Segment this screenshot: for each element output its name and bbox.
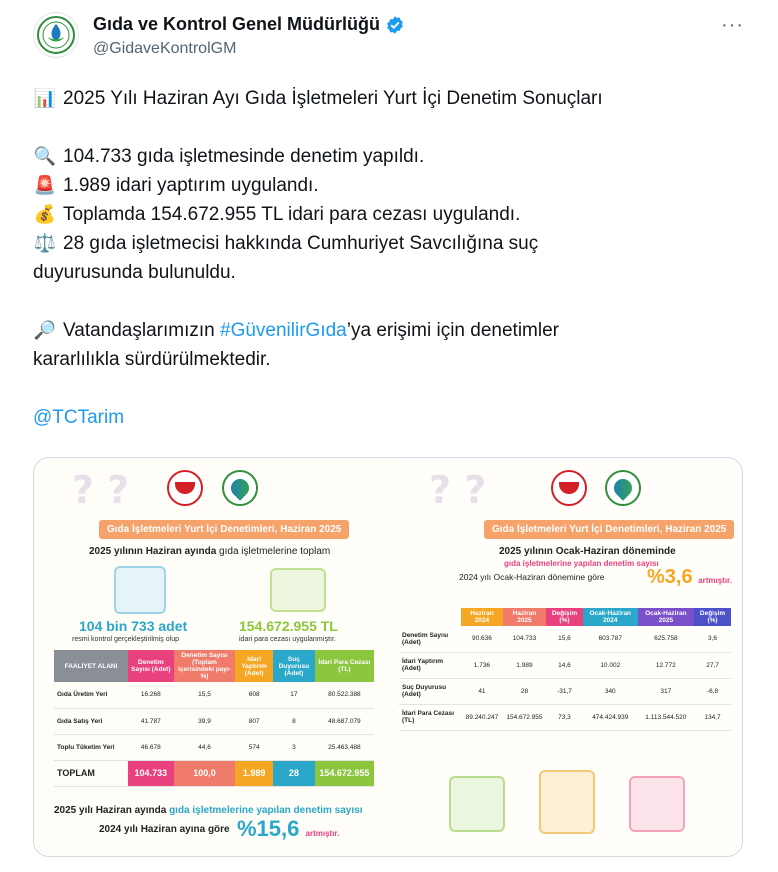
- left-cell: Gıda Satış Yeri: [54, 708, 128, 734]
- report-illustration: [629, 776, 685, 832]
- left-cell: 48.687.079: [315, 708, 374, 734]
- magnifier-right-icon: 🔎: [33, 320, 57, 341]
- account-name-row[interactable]: [93, 14, 405, 35]
- table-row: [399, 704, 731, 730]
- document-check-illustration: [449, 776, 505, 832]
- mention-link[interactable]: @TCTarim: [33, 407, 125, 428]
- right-cell: 134,7: [694, 704, 731, 730]
- table-total-row: [54, 760, 374, 786]
- left-total-count: 104.733: [128, 760, 174, 786]
- stat-fines-caption: idari para cezası uygulanmıştır.: [239, 636, 336, 643]
- right-pct-suffix: artmıştır.: [698, 576, 732, 585]
- ministry-green-logo-icon: [222, 470, 258, 506]
- left-th-count: Denetim Sayısı (Adet): [128, 650, 174, 682]
- right-cell: 474.424.939: [583, 704, 638, 730]
- left-cell: 46.678: [128, 734, 174, 760]
- left-cell: 25.463.488: [315, 734, 374, 760]
- account-avatar[interactable]: [33, 12, 79, 58]
- right-th-empty: [399, 608, 461, 626]
- infographic-left: [34, 458, 389, 857]
- right-cell: 1.989: [503, 652, 546, 678]
- left-cell: 15,5: [174, 682, 236, 708]
- left-total-label: TOPLAM: [54, 760, 128, 786]
- right-cell: 10.002: [583, 652, 638, 678]
- right-cell: -6,8: [694, 678, 731, 704]
- right-cell: İdari Para Cezası (TL): [399, 704, 461, 730]
- right-cell: 41: [461, 678, 503, 704]
- tweet-line-citizens-c: kararlılıkla sürdürülmektedir.: [33, 349, 271, 370]
- right-th-jun2025: Haziran 2025: [503, 608, 546, 626]
- left-total-criminal: 28: [273, 760, 315, 786]
- tweet-line-prosecution-cont: duyurusunda bulunuldu.: [33, 262, 236, 283]
- table-row: [399, 678, 731, 704]
- right-subtitle-1: 2025 yılının Ocak-Haziran döneminde: [499, 546, 676, 557]
- right-th-change2: Değişim (%): [694, 608, 731, 626]
- left-subtitle-normal: gıda işletmelerine toplam: [216, 546, 331, 557]
- right-cell: 73,3: [546, 704, 583, 730]
- right-cell: Suç Duyurusu (Adet): [399, 678, 461, 704]
- table-row: [399, 626, 731, 652]
- right-cell: 1.113.544.520: [638, 704, 694, 730]
- hashtag-link[interactable]: #GüvenilirGıda: [220, 320, 347, 341]
- right-cell: 603.787: [583, 626, 638, 652]
- chart-icon: 📊: [33, 88, 57, 109]
- right-cell: 14,6: [546, 652, 583, 678]
- left-subtitle: [89, 546, 330, 557]
- right-cell: 15,6: [546, 626, 583, 652]
- right-th-jun2024: Haziran 2024: [461, 608, 503, 626]
- left-footer-line1: [54, 805, 362, 816]
- left-cell: 3: [273, 734, 315, 760]
- right-th-h1-2024: Ocak-Haziran 2024: [583, 608, 638, 626]
- left-footer-a: 2025 yılı Haziran ayında: [54, 805, 170, 816]
- left-cell: Toplu Tüketim Yeri: [54, 734, 128, 760]
- left-pct-suffix: artmıştır.: [305, 829, 340, 838]
- right-cell: 27,7: [694, 652, 731, 678]
- left-cell: 608: [235, 682, 273, 708]
- right-cell: 3,6: [694, 626, 731, 652]
- account-handle[interactable]: @GidaveKontrolGM: [93, 40, 237, 57]
- left-banner: Gıda İşletmeleri Yurt İçi Denetimleri, Haziran 2025: [99, 520, 349, 539]
- left-total-fine: 154.672.955: [315, 760, 374, 786]
- left-pct-value: %15,6: [237, 816, 300, 841]
- left-total-sanction: 1.989: [235, 760, 273, 786]
- infographic-right: [389, 458, 743, 857]
- right-pct: [647, 566, 732, 589]
- right-th-h1-2025: Ocak-Haziran 2025: [638, 608, 694, 626]
- tweet-title: 2025 Yılı Haziran Ayı Gıda İşletmeleri Yurt İçi Denetim Sonuçları: [63, 88, 603, 109]
- siren-icon: 🚨: [33, 175, 57, 196]
- stat-inspections-caption: resmi kontrol gerçekleştirilmiş olup: [72, 636, 179, 643]
- left-cell: 16.268: [128, 682, 174, 708]
- right-subtitle-3: 2024 yılı Ocak-Haziran dönemine göre: [459, 572, 605, 582]
- right-subtitle-2: gıda işletmelerine yapılan denetim sayısı: [504, 559, 659, 568]
- tweet-line-fines: Toplamda 154.672.955 TL idari para cezası uygulandı.: [63, 204, 521, 225]
- right-cell: 1.736: [461, 652, 503, 678]
- right-cell: Denetim Sayısı (Adet): [399, 626, 461, 652]
- tweet-line-citizens: Vatandaşlarımızın: [63, 320, 221, 341]
- left-footer-c: 2024 yılı Haziran ayına göre: [99, 824, 230, 835]
- right-cell: 340: [583, 678, 638, 704]
- left-cell: 41.787: [128, 708, 174, 734]
- tweet-media-image[interactable]: [33, 457, 743, 857]
- right-th-change1: Değişim (%): [546, 608, 583, 626]
- money-bag-icon: 💰: [33, 204, 57, 225]
- tweet-text: [33, 84, 723, 432]
- tweet-line-prosecution: 28 gıda işletmecisi hakkında Cumhuriyet Savcılığına suç: [63, 233, 539, 254]
- right-cell: 317: [638, 678, 694, 704]
- document-magnifier-illustration: [114, 566, 166, 614]
- left-th-fine: İdari Para Cezası (TL): [315, 650, 374, 682]
- left-cell: 44,6: [174, 734, 236, 760]
- right-cell: 89.240.247: [461, 704, 503, 730]
- right-cell: İdari Yaptırım (Adet): [399, 652, 461, 678]
- right-banner: Gıda İşletmeleri Yurt İçi Denetimleri, Haziran 2025: [484, 520, 734, 539]
- magnifier-icon: 🔍: [33, 146, 57, 167]
- right-cell: 28: [503, 678, 546, 704]
- stat-fines-value: 154.672.955 TL: [239, 618, 338, 634]
- stat-inspections-value: 104 bin 733 adet: [79, 618, 188, 634]
- question-marks-icon: ? ?: [72, 468, 130, 512]
- scales-icon: ⚖️: [33, 233, 57, 254]
- table-row: [54, 682, 374, 708]
- left-cell: 8: [273, 708, 315, 734]
- left-cell: 80.522.388: [315, 682, 374, 708]
- ministry-logo-icon: [36, 15, 76, 55]
- ministry-red-logo-icon: [167, 470, 203, 506]
- tweet-line-inspections: 104.733 gıda işletmesinde denetim yapıldı.: [63, 146, 425, 167]
- left-cell: 574: [235, 734, 273, 760]
- left-activity-table: [54, 650, 374, 787]
- right-cell: 154.672.955: [503, 704, 546, 730]
- right-cell: 625.758: [638, 626, 694, 652]
- left-cell: Gıda Üretim Yeri: [54, 682, 128, 708]
- left-cell: 807: [235, 708, 273, 734]
- left-subtitle-bold: 2025 yılının Haziran ayında: [89, 546, 217, 557]
- account-name[interactable]: Gıda ve Kontrol Genel Müdürlüğü: [93, 14, 381, 34]
- left-footer-pct: [237, 816, 339, 842]
- ministry-red-logo-icon: [551, 470, 587, 506]
- left-th-area: FAALİYET ALANI: [54, 650, 128, 682]
- right-pct-value: %3,6: [647, 566, 693, 588]
- money-illustration: [270, 568, 326, 612]
- table-row: [399, 652, 731, 678]
- left-th-share: Denetim Sayısı (Toplam içerisindeki payı-%): [174, 650, 236, 682]
- right-comparison-table: [399, 608, 731, 731]
- verified-badge-icon: [385, 15, 405, 35]
- left-cell: 39,9: [174, 708, 236, 734]
- question-marks-icon: ? ?: [429, 468, 487, 512]
- calculator-illustration: [539, 770, 595, 834]
- left-th-sanction: İdari Yaptırım (Adet): [235, 650, 273, 682]
- tweet-line-citizens-b: ’ya erişimi için denetimler: [346, 320, 559, 341]
- ministry-green-logo-icon: [605, 470, 641, 506]
- table-row: [54, 708, 374, 734]
- left-cell: 17: [273, 682, 315, 708]
- right-cell: -31,7: [546, 678, 583, 704]
- right-cell: 90.636: [461, 626, 503, 652]
- left-th-criminal: Suç Duyurusu (Adet): [273, 650, 315, 682]
- left-footer-b: gıda işletmelerine yapılan denetim sayısı: [169, 805, 363, 816]
- more-options-icon[interactable]: ···: [721, 14, 744, 36]
- right-cell: 104.733: [503, 626, 546, 652]
- tweet-line-sanctions: 1.989 idari yaptırım uygulandı.: [63, 175, 319, 196]
- table-row: [54, 734, 374, 760]
- right-cell: 12.772: [638, 652, 694, 678]
- left-total-share: 100,0: [174, 760, 236, 786]
